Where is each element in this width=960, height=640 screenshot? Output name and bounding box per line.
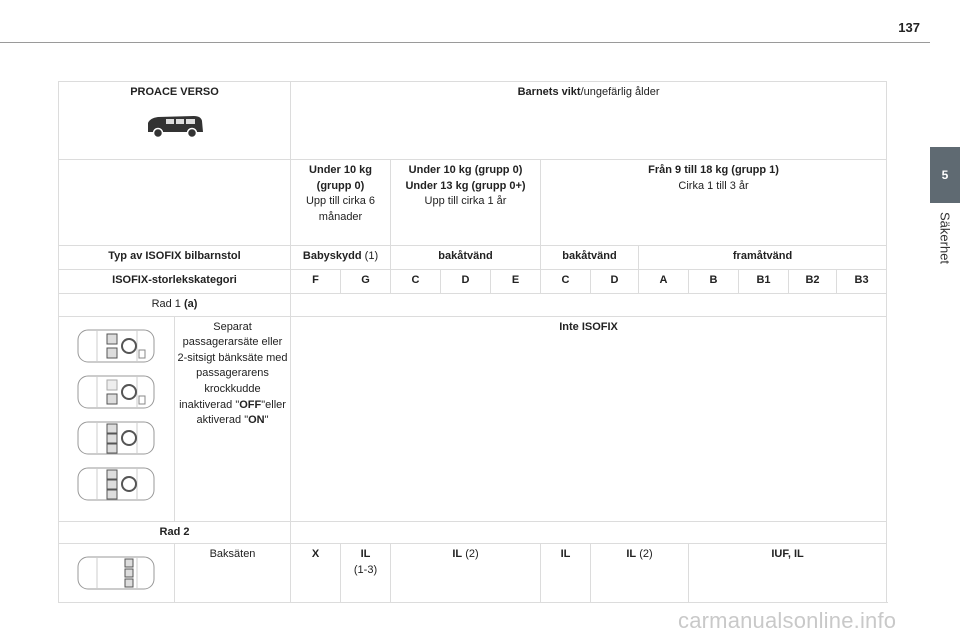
group-a: Under 10 kg (grupp 0) Upp till cirka 6 månader [291, 160, 391, 246]
row2-body [59, 544, 887, 603]
type-babyskydd: Babyskydd (1) [291, 246, 391, 270]
row1-diagrams [59, 316, 175, 521]
row2-x: X [291, 544, 341, 603]
size-label: ISOFIX-storlekskategori [59, 270, 291, 294]
size-cell: C [541, 270, 591, 294]
type-bakatvand-1: bakåtvänd [391, 246, 541, 270]
type-framatvand: framåtvänd [639, 246, 887, 270]
size-cell: D [441, 270, 491, 294]
type-bakatvand-2: bakåtvänd [541, 246, 639, 270]
weight-header: Barnets vikt/ungefärlig ålder [291, 82, 887, 160]
seat-layout-icon [77, 464, 157, 504]
size-cell: B1 [739, 270, 789, 294]
van-icon [144, 111, 206, 139]
header-row [59, 82, 887, 160]
seat-layout-icon [77, 372, 157, 412]
size-cell: A [639, 270, 689, 294]
seat-layout-icon [77, 326, 157, 366]
size-row [59, 270, 887, 294]
row2-iuf: IUF, IL [689, 544, 887, 603]
row2-il3: IL [541, 544, 591, 603]
size-cell: C [391, 270, 441, 294]
row2-il4: IL (2) [591, 544, 689, 603]
seat-layout-icon [77, 418, 157, 458]
row1-description: Separat passagerarsäte eller 2-sitsigt bänksäte med passagerarens krockkudde inaktiverad "OFF"eller aktiverad "ON" [175, 316, 291, 521]
type-row [59, 246, 887, 270]
row2-il: IL (1-3) [341, 544, 391, 603]
row1-header [59, 294, 887, 317]
size-cell: D [591, 270, 639, 294]
seat-layout-icon [77, 553, 157, 593]
chapter-tab[interactable]: 5 [930, 147, 960, 203]
model-cell [59, 82, 291, 160]
size-cell: B [689, 270, 739, 294]
weight-group-row [59, 160, 887, 246]
size-cell: E [491, 270, 541, 294]
header-rule [0, 42, 930, 43]
row2-header [59, 521, 887, 544]
group-b: Under 10 kg (grupp 0) Under 13 kg (grupp 0+) Upp till cirka 1 år [391, 160, 541, 246]
isofix-table [58, 81, 887, 603]
chapter-label: Säkerhet [937, 212, 953, 265]
row2-seat: Baksäten [175, 544, 291, 603]
page-number: 137 [898, 20, 920, 35]
row2-label: Rad 2 [59, 521, 291, 544]
model-name: PROACE VERSO [130, 86, 219, 98]
row2-diagram [59, 544, 175, 603]
row1-body [59, 316, 887, 521]
type-label: Typ av ISOFIX bilbarnstol [59, 246, 291, 270]
row1-label: Rad 1 (a) [59, 294, 291, 317]
row2-il2: IL (2) [391, 544, 541, 603]
size-cell: F [291, 270, 341, 294]
row1-value: Inte ISOFIX [291, 316, 887, 521]
size-cell: B3 [837, 270, 887, 294]
group-c: Från 9 till 18 kg (grupp 1) Cirka 1 till 3 år [541, 160, 887, 246]
size-cell: B2 [789, 270, 837, 294]
watermark: carmanualsonline.info [678, 608, 897, 633]
size-cell: G [341, 270, 391, 294]
